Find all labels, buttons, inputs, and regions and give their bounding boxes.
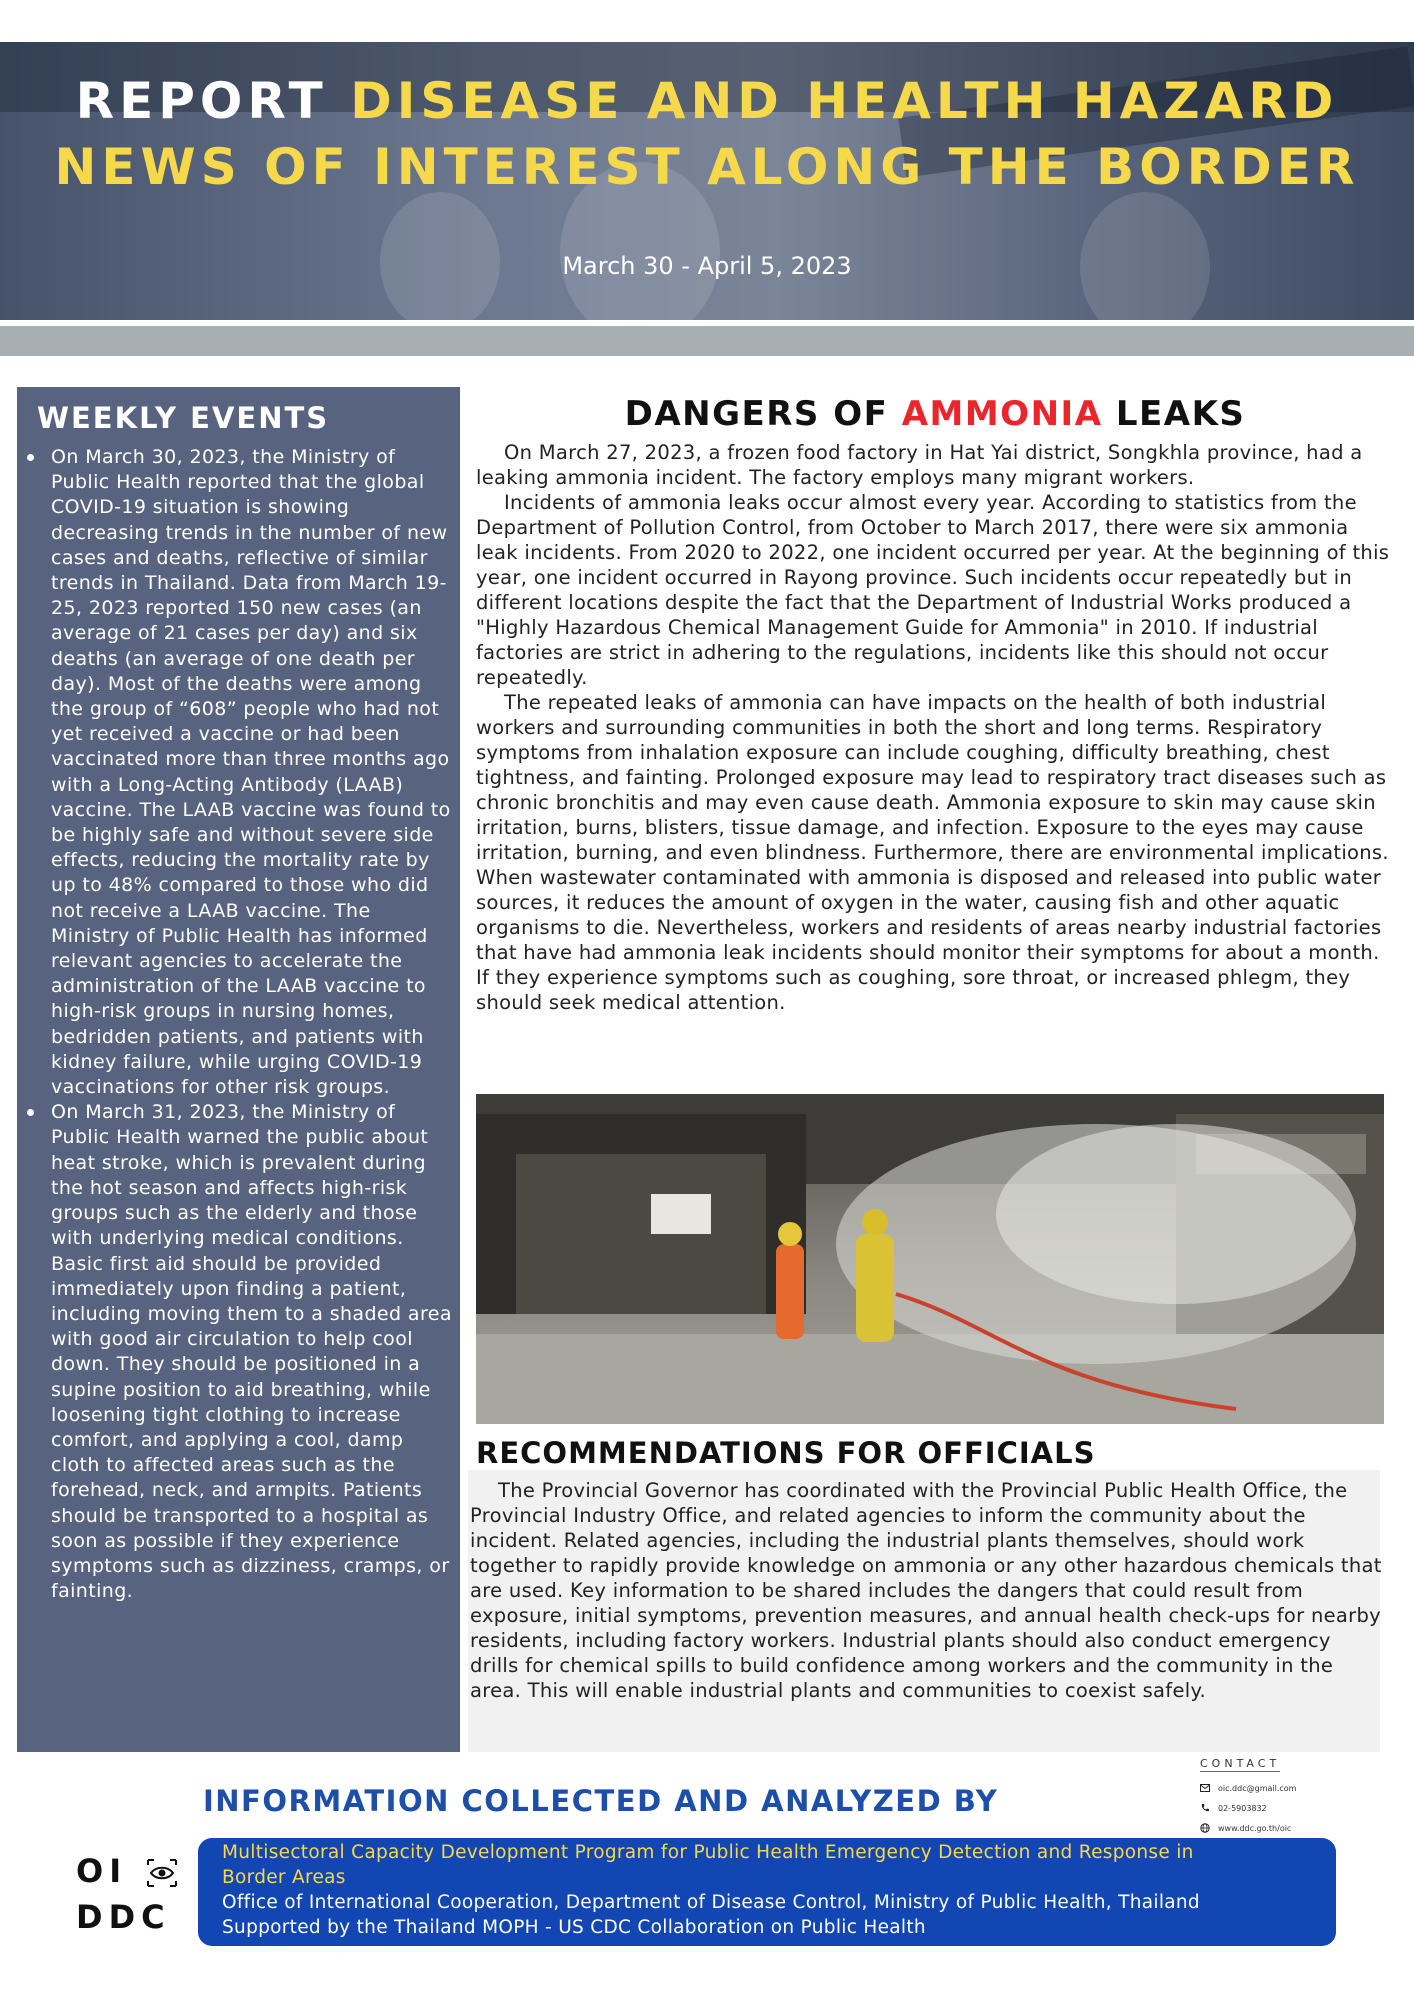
phone-icon xyxy=(1200,1803,1210,1813)
report-title-highlight: DISEASE AND HEALTH HAZARD xyxy=(350,72,1339,130)
program-info-box xyxy=(198,1838,1336,1946)
recommendations-body xyxy=(470,1478,1382,1703)
report-title-line2-text: NEWS OF INTEREST ALONG THE BORDER xyxy=(54,138,1360,196)
article-title-highlight: AMMONIA xyxy=(901,394,1103,434)
firefighters-photo xyxy=(476,1094,1384,1424)
list-item xyxy=(17,1100,455,1604)
contact-email[interactable]: oic.ddc@gmail.com xyxy=(1218,1783,1297,1793)
weekly-events-list xyxy=(17,445,455,1604)
header-divider xyxy=(0,326,1414,356)
logo-text-top: OI xyxy=(76,1852,128,1890)
article-paragraph: The repeated leaks of ammonia can have impacts on the health of both industrial workers and surrounding communities in both the short and long terms. Respiratory symptoms from inhalation exposure can include coughing, difficulty breathing, chest tightness, and fainting. Prolonged exposure may lead to respiratory tract diseases such as chronic bronchitis and may even cause death. Ammonia exposure to skin may cause skin irritation, burns, blisters, tissue damage, and infection. Exposure to the eyes may cause irritation, burning, and even blindness. Furthermore, there are environmental implications. When wastewater contaminated with ammonia is disposed and released into public water sources, it reduces the amount of oxygen in the water, causing fish and other aquatic organisms to die. Nevertheless, workers and residents of areas nearby industrial factories that have had ammonia leak incidents should monitor their symptoms for about a month. If they experience symptoms such as coughing, sore throat, or increased phlegm, they should seek medical attention. xyxy=(476,691,1389,1014)
recommendations-paragraph: The Provincial Governor has coordinated with the Provincial Public Health Office, the Provincial Industry Office, and related agencies to inform the community about the incident. Related agencies, including the industrial plants themselves, should work together to rapidly provide knowledge on ammonia or any other hazardous chemicals that are used. Key information to be shared includes the dangers that could result from exposure, initial symptoms, prevention measures, and annual health check-ups for nearby residents, including factory workers. Industrial plants should also conduct emergency drills for chemical spills to build confidence among workers and the community in the area. This will enable industrial plants and communities to coexist safely. xyxy=(470,1479,1382,1702)
globe-icon xyxy=(1200,1823,1210,1833)
contact-block xyxy=(1200,1757,1400,1838)
report-title-line1 xyxy=(0,72,1414,130)
report-title-prefix: REPORT xyxy=(75,72,328,130)
firefighters-photo-illustration xyxy=(476,1094,1384,1424)
support-line: Supported by the Thailand MOPH - US CDC Collaboration on Public Health xyxy=(222,1917,926,1938)
oic-ddc-logo xyxy=(74,1852,184,1952)
email-icon xyxy=(1200,1783,1210,1793)
info-collected-title: INFORMATION COLLECTED AND ANALYZED BY xyxy=(203,1784,999,1818)
bullet-icon xyxy=(27,1109,34,1116)
header-banner xyxy=(0,42,1414,320)
office-line: Office of International Cooperation, Department of Disease Control, Ministry of Public Health, Thailand xyxy=(222,1892,1200,1913)
article-title xyxy=(470,394,1400,434)
article-paragraph: Incidents of ammonia leaks occur almost every year. According to statistics from the Department of Pollution Control, from October to March 2017, there were six ammonia leak incidents. From 2020 to 2022, one incident occurred per year. At the beginning of this year, one incident occurred in Rayong province. Such incidents occur repeatedly but in different locations despite the fact that the Department of Industrial Works produced a "Highly Hazardous Chemical Management Guide for Ammonia" in 2010. If industrial factories are strict in adhering to the regulations, incidents like this should not occur repeatedly. xyxy=(476,491,1390,689)
list-item xyxy=(17,445,455,1100)
contact-website[interactable]: www.ddc.go.th/oic xyxy=(1218,1823,1292,1833)
article-title-before: DANGERS OF xyxy=(624,394,889,434)
article-body xyxy=(476,440,1396,1015)
bullet-icon xyxy=(27,454,34,461)
contact-phone: 02-5903832 xyxy=(1218,1803,1267,1813)
report-date-range: March 30 - April 5, 2023 xyxy=(562,252,852,280)
program-line-1: Multisectoral Capacity Development Program for Public Health Emergency Detection and Response in xyxy=(222,1842,1194,1863)
contact-heading: CONTACT xyxy=(1200,1757,1281,1770)
recommendations-title: RECOMMENDATIONS FOR OFFICIALS xyxy=(476,1436,1096,1470)
contact-phone-row xyxy=(1200,1798,1400,1818)
event-text: On March 31, 2023, the Ministry of Public Health warned the public about heat stroke, which is prevalent during the hot season and affects high-risk groups such as the elderly and those with underlying medical conditions. Basic first aid should be provided immediately upon finding a patient, including moving them to a shaded area with good air circulation to help cool down. They should be positioned in a supine position to aid breathing, while loosening tight clothing to increase comfort, and applying a cool, damp cloth to affected areas such as the forehead, neck, and armpits. Patients should be transported to a hospital as soon as possible if they experience symptoms such as dizziness, cramps, or fainting. xyxy=(51,1101,452,1603)
weekly-events-title: WEEKLY EVENTS xyxy=(37,401,330,435)
eye-icon xyxy=(146,1858,178,1888)
contact-email-row xyxy=(1200,1778,1400,1798)
event-text: On March 30, 2023, the Ministry of Public Health reported that the global COVID-19 situation is showing decreasing trends in the number of new cases and deaths, reflective of similar trends in Thailand. Data from March 19-25, 2023 reported 150 new cases (an average of 21 cases per day) and six deaths (an average of one death per day). Most of the deaths were among the group of “608” people who had not yet received a vaccine or had been vaccinated more than three months ago with a Long-Acting Antibody (LAAB) vaccine. The LAAB vaccine was found to be highly safe and without severe side effects, reducing the mortality rate by up to 48% compared to those who did not receive a LAAB vaccine. The Ministry of Public Health has informed relevant agencies to accelerate the administration of the LAAB vaccine to high-risk groups in nursing homes, bedridden patients, and patients with kidney failure, while urging COVID-19 vaccinations for other risk groups. xyxy=(51,446,451,1099)
contact-website-row xyxy=(1200,1818,1400,1838)
article-title-after: LEAKS xyxy=(1115,394,1246,434)
logo-text-bottom: DDC xyxy=(76,1898,171,1936)
report-title-line2 xyxy=(0,138,1414,196)
program-line-2: Border Areas xyxy=(222,1867,346,1888)
weekly-events-panel xyxy=(17,387,460,1752)
article-paragraph: On March 27, 2023, a frozen food factory in Hat Yai district, Songkhla province, had a leaking ammonia incident. The factory employs many migrant workers. xyxy=(476,441,1363,489)
